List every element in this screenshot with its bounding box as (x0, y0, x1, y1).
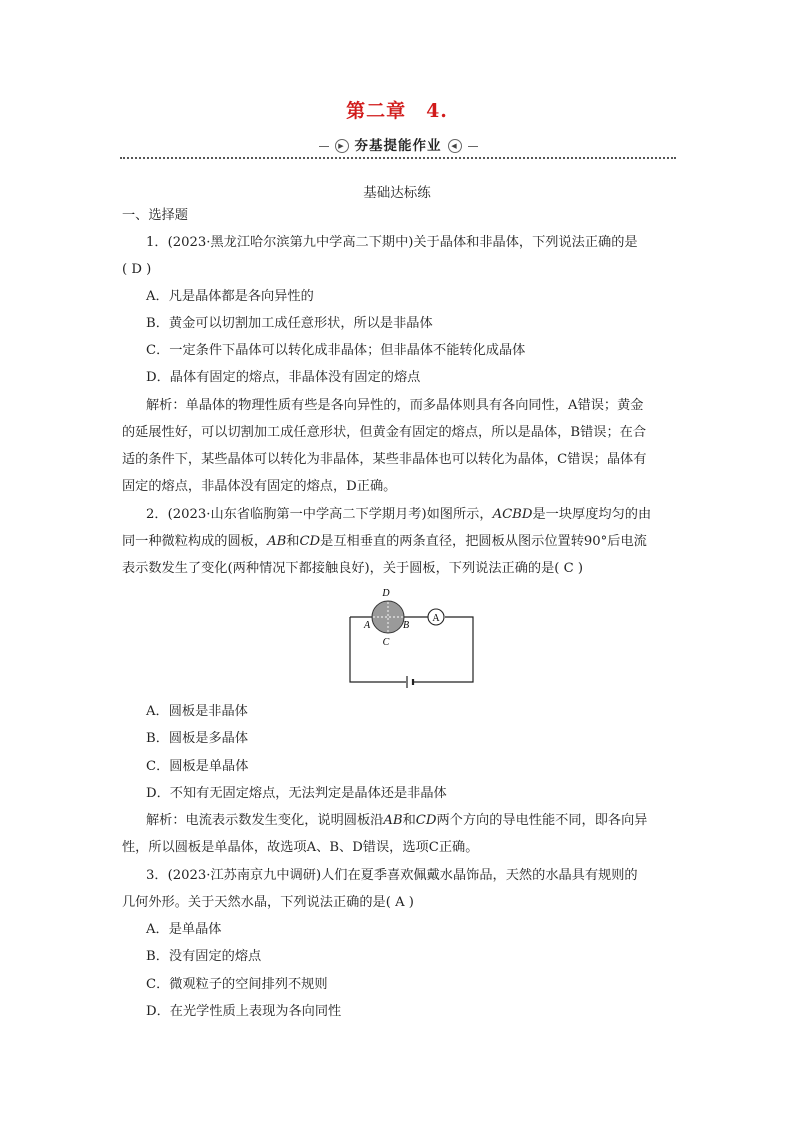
section-banner (120, 138, 676, 160)
arrow-right-icon: ▶ (335, 139, 349, 153)
q1-analysis-line: 的延展性好，可以切割加工成任意形状，但黄金有固定的熔点，所以是晶体，B错误；在合 (122, 425, 646, 440)
label-d: D (382, 588, 390, 599)
q2-option-c: C．圆板是单晶体 (146, 759, 249, 774)
label-b: B (402, 620, 410, 631)
ammeter-label: A (432, 613, 440, 624)
q3-option-d: D．在光学性质上表现为各向同性 (146, 1004, 342, 1019)
circuit-diagram (340, 586, 490, 691)
q1-answer: ( D ) (122, 262, 152, 277)
arrow-left-icon: ◀ (448, 139, 462, 153)
q2-stem-line3: 表示数发生了变化(两种情况下都接触良好)，关于圆板，下列说法正确的是( C ) (122, 561, 584, 576)
label-c: C (382, 637, 390, 648)
q3-option-c: C．微观粒子的空间排列不规则 (146, 977, 328, 992)
q2-stem-line2: 同一种微粒构成的圆板，AB和CD是互相垂直的两条直径，把圆板从图示位置转90°后电流 (122, 534, 647, 549)
q1-option-b: B．黄金可以切割加工成任意形状，所以是非晶体 (146, 316, 433, 331)
dotted-divider (120, 157, 676, 159)
part-heading: 一、选择题 (122, 208, 188, 223)
q2-analysis-line1: 解析：电流表示数发生变化，说明圆板沿AB和CD两个方向的导电性能不同，即各向异 (146, 813, 648, 828)
q2-option-d: D．不知有无固定熔点，无法判定是晶体还是非晶体 (146, 786, 447, 801)
label-a: A (363, 620, 371, 631)
q3-option-b: B．没有固定的熔点 (146, 949, 262, 964)
q2-option-a: A．圆板是非晶体 (146, 704, 248, 719)
q1-option-a: A．凡是晶体都是各向异性的 (146, 289, 314, 304)
q1-option-d: D．晶体有固定的熔点，非晶体没有固定的熔点 (146, 370, 421, 385)
q3-option-a: A．是单晶体 (146, 922, 222, 937)
disc (372, 601, 404, 633)
banner-label: 夯基提能作业 (354, 138, 442, 154)
section-heading: 基础达标练 (363, 185, 431, 201)
q2-analysis-line2: 性，所以圆板是单晶体，故选项A、B、D错误，选项C正确。 (122, 840, 479, 855)
q1-analysis-line: 适的条件下，某些晶体可以转化为非晶体，某些非晶体也可以转化为晶体，C错误；晶体有 (122, 452, 647, 467)
q3-stem-line1: 3．(2023·江苏南京九中调研)人们在夏季喜欢佩戴水晶饰品，天然的水晶具有规则的 (146, 868, 638, 883)
q1-stem: 1．(2023·黑龙江哈尔滨第九中学高二下期中)关于晶体和非晶体，下列说法正确的是 (146, 235, 638, 250)
q2-stem-line1: 2．(2023·山东省临朐第一中学高二下学期月考)如图所示，ACBD是一块厚度均匀的由 (146, 507, 652, 522)
q1-analysis-line: 固定的熔点，非晶体没有固定的熔点，D正确。 (122, 479, 397, 494)
page-title: 第二章 4. (346, 100, 448, 122)
q2-option-b: B．圆板是多晶体 (146, 731, 249, 746)
q3-stem-line2: 几何外形。关于天然水晶，下列说法正确的是( A ) (122, 895, 414, 910)
q1-analysis-line: 解析：单晶体的物理性质有些是各向异性的，而多晶体则具有各向同性，A错误；黄金 (146, 398, 644, 413)
q1-option-c: C．一定条件下晶体可以转化成非晶体；但非晶体不能转化成晶体 (146, 343, 526, 358)
